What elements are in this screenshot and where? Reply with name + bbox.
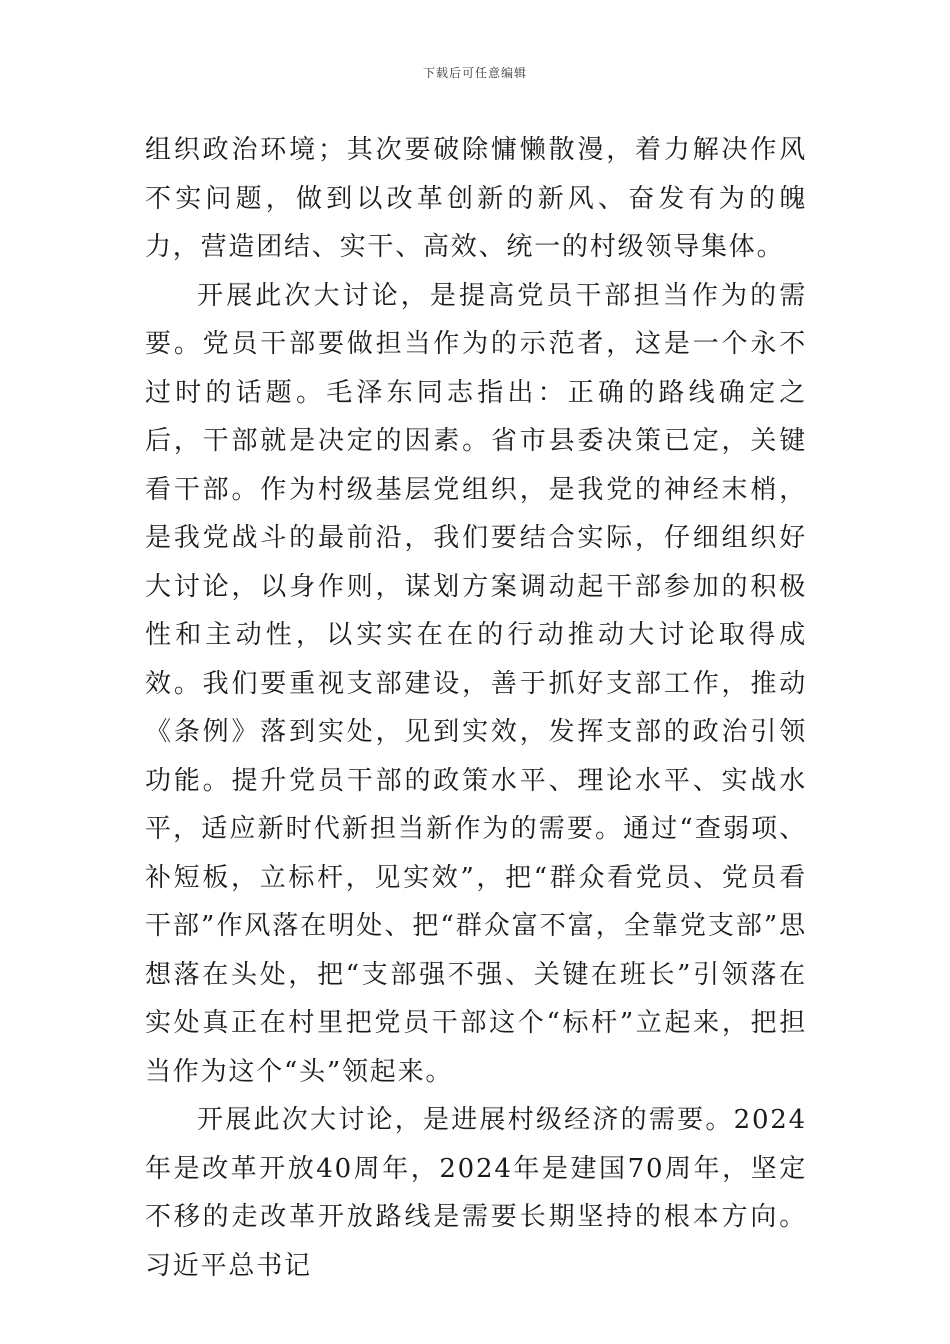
page-header: 下载后可任意编辑 <box>422 66 527 80</box>
paragraph-3: 开展此次大讨论，是进展村级经济的需要。2024年是改革开放40周年，2024年是建国70周年，坚定不移的走改革开放路线是需要长期坚持的根本方向。习近平总书记 <box>145 1105 807 1281</box>
paragraph-1: 组织政治环境；其次要破除慵懒散漫，着力解决作风不实问题，做到以改革创新的新风、奋发有为的魄力，营造团结、实干、高效、统一的村级领导集体。 <box>145 135 807 262</box>
document-body <box>145 126 807 1290</box>
paragraph-2: 开展此次大讨论，是提高党员干部担当作为的需要。党员干部要做担当作为的示范者，这是一个永不过时的话题。毛泽东同志指出：正确的路线确定之后，干部就是决定的因素。省市县委决策已定，关键看干部。作为村级基层党组织，是我党的神经末梢，是我党战斗的最前沿，我们要结合实际，仔细组织好大讨论，以身作则，谋划方案调动起干部参加的积极性和主动性，以实实在在的行动推动大讨论取得成效。我们要重视支部建设，善于抓好支部工作，推动《条例》落到实处，见到实效，发挥支部的政治引领功能。提升党员干部的政策水平、理论水平、实战水平，适应新时代新担当新作为的需要。通过“查弱项、补短板，立标杆，见实效”，把“群众看党员、党员看干部”作风落在明处、把“群众富不富，全靠党支部”思想落在头处，把“支部强不强、关键在班长”引领落在实处真正在村里把党员干部这个“标杆”立起来，把担当作为这个“头”领起来。 <box>145 280 807 1087</box>
